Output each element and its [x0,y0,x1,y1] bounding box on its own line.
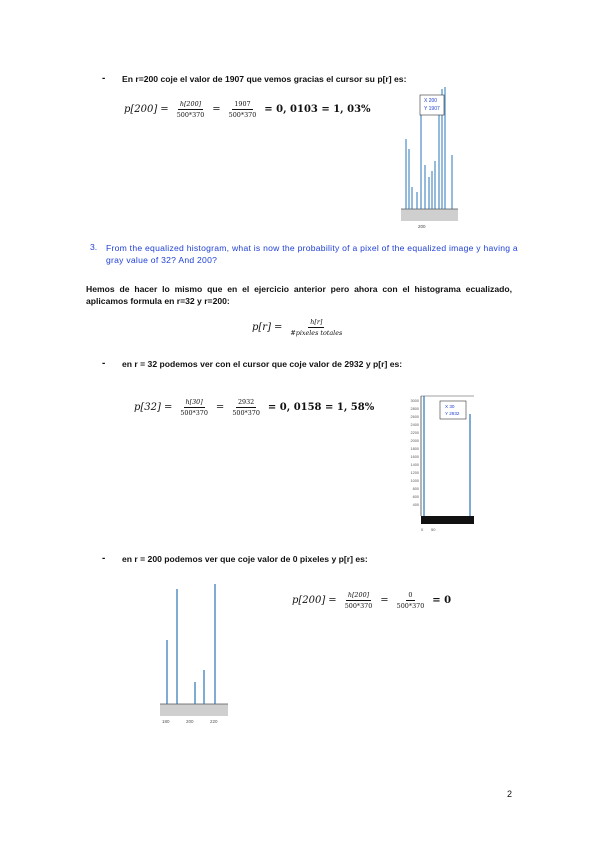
frac-den: 500*370 [180,409,208,417]
formula-fraction [227,100,259,119]
axis-band [421,516,474,524]
formula-fraction [175,100,207,119]
y-tick-label: 2600 [410,415,419,419]
bullet1-text: En r=200 coje el valor de 1907 que vemos gracias el cursor su p[r] es: [122,74,407,84]
question-number: 3. [90,242,98,252]
y-tick-label: 1400 [410,463,419,467]
frac-num: h[r] [310,318,323,326]
formula-eq: = [160,104,169,115]
y-tick-label: 1000 [410,479,419,483]
datatip-y: Y 2932 [445,411,460,416]
formula-p32 [134,398,374,417]
frac-den: 500*370 [344,602,373,610]
bullet3-text: en r = 200 podemos ver que coje valor de 0 pixeles y p[r] es: [122,554,368,564]
formula-p200-equalized [292,591,451,610]
x-tick-label: 220 [210,719,218,724]
frac-den: #pixeles totales [290,329,343,337]
histogram-equalized-r200-crop [158,580,230,726]
page-number: 2 [507,789,513,799]
frac-num: 2932 [237,398,255,406]
formula-lhs: p[200] [124,104,158,115]
x-tick-label: 200 [418,224,426,229]
datatip-x: X 200 [424,98,438,104]
formula-lhs: p[32] [134,402,161,413]
formula-eq: = [215,402,225,413]
frac-den: 500*370 [228,111,257,119]
y-tick-label: 2400 [410,423,419,427]
y-tick-label: 800 [412,487,419,491]
formula-fraction [395,591,427,610]
frac-den: 500*370 [396,602,425,610]
y-tick-label: 1200 [410,471,419,475]
histogram-equalized-crop [404,392,476,536]
y-tick-label: 2200 [410,431,419,435]
formula-result: = 0, 0103 = 1, 03% [264,104,371,115]
formula-eq: = [273,322,283,333]
datatip-y: Y 1907 [424,106,440,112]
formula-fraction [178,398,210,417]
frac-num: 1907 [234,100,251,108]
formula-eq: = [380,595,389,606]
bullet-dash: - [102,553,106,564]
explanation-paragraph: Hemos de hacer lo mismo que en el ejercicio anterior pero ahora con el histograma ecualizado, aplicamos formula en r=32 y r=200: [86,284,512,306]
bullet-dash: - [102,73,106,84]
bullet-dash: - [102,358,106,369]
formula-fraction [230,398,262,417]
formula-eq: = [328,595,337,606]
formula-eq: = [163,402,173,413]
y-tick-label: 400 [412,503,419,507]
frac-num: h[30] [185,398,203,406]
y-tick-label: 2800 [410,407,419,411]
y-tick-label: 1800 [410,447,419,451]
formula-eq: = [212,104,221,115]
formula-result: = 0, 0158 = 1, 58% [267,402,375,413]
formula-lhs: p[200] [292,595,326,606]
bullet2-text: en r = 32 podemos ver con el cursor que coje valor de 2932 y p[r] es: [122,359,403,369]
frac-den: 500*370 [232,409,260,417]
frac-num: 0 [408,591,413,599]
histogram-original-crop [398,87,460,231]
question-text: From the equalized histogram, what is now the probability of a pixel of the equalized image y having a gray value of 32? And 200? [106,243,518,265]
frac-den: 500*370 [176,111,205,119]
x-tick-label: 180 [162,719,170,724]
y-tick-label: 3000 [410,399,419,403]
formula-p200-original [124,100,371,119]
formula-fraction [288,318,344,337]
formula-general [252,318,347,337]
formula-fraction [343,591,375,610]
datatip-x: X 30 [445,404,455,409]
axis-band [401,209,458,221]
y-tick-label: 1600 [410,455,419,459]
y-tick-label: 600 [412,495,419,499]
formula-lhs: p[r] [252,322,271,333]
frac-num: h[200] [347,591,370,599]
formula-result: = 0 [432,595,452,606]
y-tick-label: 2000 [410,439,419,443]
axis-band [160,704,228,716]
x-tick-label: 0 [421,527,424,532]
x-tick-label: 200 [186,719,194,724]
frac-num: h[200] [179,100,202,108]
x-tick-label: 50 [431,527,436,532]
